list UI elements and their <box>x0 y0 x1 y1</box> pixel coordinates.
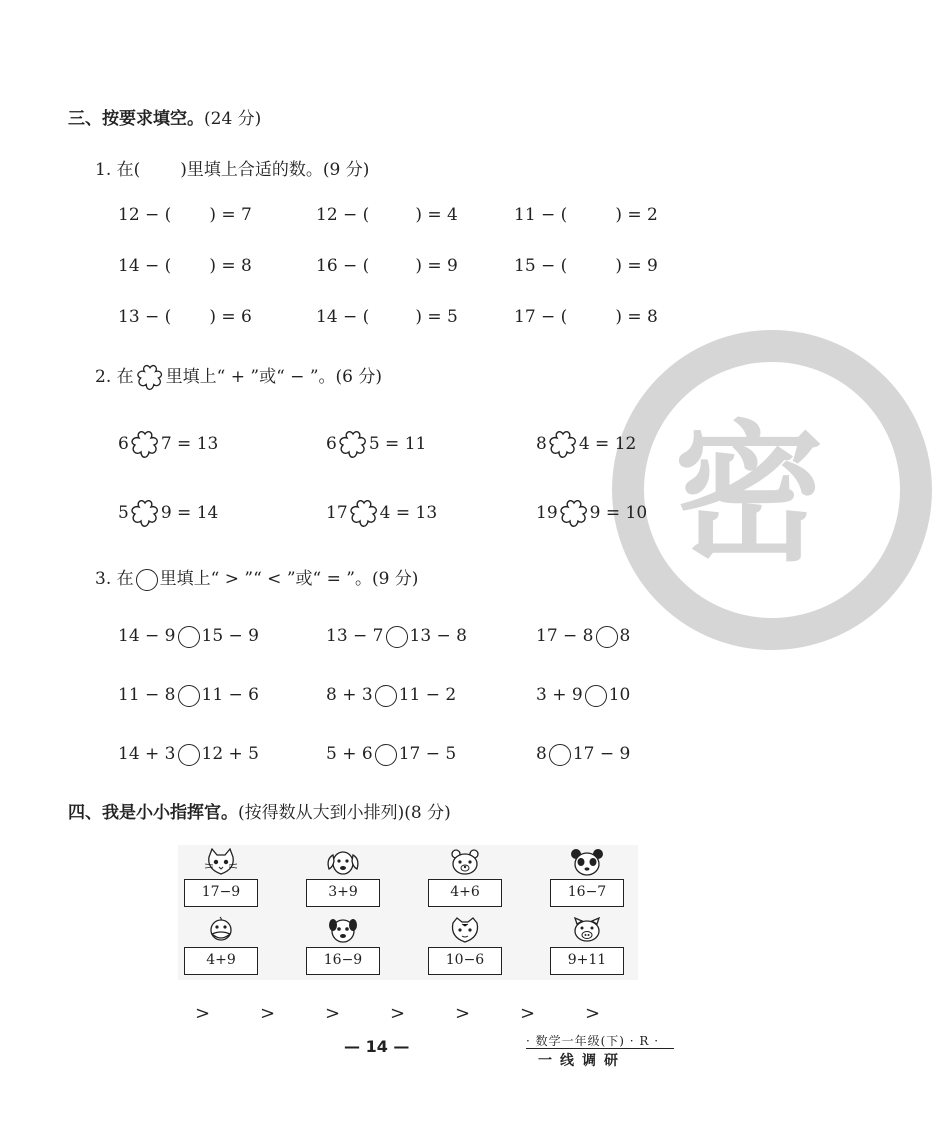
circle-blank-icon <box>136 569 158 591</box>
q1-item[interactable]: 15 − ( ) = 9 <box>514 256 658 276</box>
q1-prompt <box>95 155 369 180</box>
q1-row-3 <box>118 302 678 332</box>
greater-than-symbol: > <box>195 1003 211 1024</box>
flower-blank-icon[interactable] <box>129 499 161 529</box>
q3-number: 3. <box>95 569 112 589</box>
section4-points: (8 分) <box>404 803 451 823</box>
q3-item[interactable]: 3 + 9 10 <box>536 685 631 705</box>
q2-item[interactable]: 5 9 = 14 <box>118 498 218 528</box>
q3-prompt-a: 在 <box>116 569 134 589</box>
q1-item[interactable]: 16 − ( ) = 9 <box>316 256 458 276</box>
q2-prompt-b: 里填上“ + ”或“ − ”。 <box>165 367 336 387</box>
q3-prompt-b: 里填上“ > ”“ < ”或“ = ”。 <box>159 569 372 589</box>
q1-item[interactable]: 14 − ( ) = 8 <box>118 256 252 276</box>
q3-item[interactable]: 14 − 9 15 − 9 <box>118 626 259 646</box>
q2-item[interactable]: 19 9 = 10 <box>536 498 647 528</box>
expression-box: 16−9 <box>306 947 380 975</box>
section3-points: (24 分) <box>204 109 262 129</box>
q2-row-1 <box>118 429 678 459</box>
q2-item[interactable]: 6 7 = 13 <box>118 429 218 459</box>
flower-blank-icon[interactable] <box>337 430 369 460</box>
section3-title: 三、按要求填空。 <box>68 109 204 129</box>
circle-blank-icon[interactable] <box>585 685 607 707</box>
q3-item[interactable]: 5 + 6 17 − 5 <box>326 744 457 764</box>
q3-item[interactable]: 8 17 − 9 <box>536 744 631 764</box>
animal-cards <box>178 845 638 980</box>
bear-icon <box>448 847 482 877</box>
q1-item[interactable]: 12 − ( ) = 4 <box>316 205 458 225</box>
circle-blank-icon[interactable] <box>596 626 618 648</box>
q1-prompt-a: 在( <box>116 160 141 180</box>
expression-box: 3+9 <box>306 879 380 907</box>
animal-card <box>550 915 624 977</box>
q3-item[interactable]: 8 + 3 11 − 2 <box>326 685 457 705</box>
greater-than-symbol: > <box>455 1003 471 1024</box>
q2-item[interactable]: 6 5 = 11 <box>326 429 426 459</box>
animal-card <box>428 847 502 909</box>
q1-row-2 <box>118 251 678 281</box>
flower-blank-icon[interactable] <box>558 499 590 529</box>
circle-blank-icon[interactable] <box>386 626 408 648</box>
greater-than-symbol: > <box>585 1003 601 1024</box>
q3-row-1 <box>118 621 678 651</box>
pig-icon <box>570 915 604 945</box>
q2-prompt <box>95 362 382 392</box>
q1-item[interactable]: 14 − ( ) = 5 <box>316 307 458 327</box>
flower-blank-icon <box>135 364 165 392</box>
q3-row-3 <box>118 739 678 769</box>
flower-blank-icon[interactable] <box>348 499 380 529</box>
q2-item[interactable]: 17 4 = 13 <box>326 498 437 528</box>
q1-item[interactable]: 12 − ( ) = 7 <box>118 205 252 225</box>
q3-item[interactable]: 11 − 8 11 − 6 <box>118 685 259 705</box>
q2-number: 2. <box>95 367 112 387</box>
animal-card <box>184 915 258 977</box>
duck-icon <box>204 915 238 945</box>
puppy-icon <box>326 915 360 945</box>
expression-box: 4+9 <box>184 947 258 975</box>
circle-blank-icon[interactable] <box>375 685 397 707</box>
q1-prompt-b: )里填上合适的数。 <box>180 160 323 180</box>
animal-card <box>550 847 624 909</box>
q2-points: (6 分) <box>335 367 382 387</box>
circle-blank-icon[interactable] <box>178 685 200 707</box>
greater-than-symbol: > <box>260 1003 276 1024</box>
greater-than-symbol: > <box>390 1003 406 1024</box>
q3-points: (9 分) <box>371 569 419 589</box>
animal-card <box>184 847 258 909</box>
expression-box: 17−9 <box>184 879 258 907</box>
circle-blank-icon[interactable] <box>375 744 397 766</box>
circle-blank-icon[interactable] <box>178 626 200 648</box>
q2-prompt-a: 在 <box>116 367 134 387</box>
page-number: — 14 — <box>344 1037 410 1056</box>
q2-item[interactable]: 8 4 = 12 <box>536 429 636 459</box>
flower-blank-icon[interactable] <box>129 430 161 460</box>
animal-card <box>306 847 380 909</box>
q3-prompt <box>95 564 418 591</box>
footer-divider <box>526 1048 674 1049</box>
series-name: 一线调研 <box>538 1053 626 1069</box>
animal-card <box>306 915 380 977</box>
flower-blank-icon[interactable] <box>547 430 579 460</box>
greater-than-symbol: > <box>520 1003 536 1024</box>
watermark-seal <box>612 330 932 650</box>
section4-heading <box>68 798 451 823</box>
q1-number: 1. <box>95 160 112 180</box>
dog-icon <box>326 847 360 877</box>
greater-than-symbol: > <box>325 1003 341 1024</box>
book-title: · 数学一年级(下) · R · <box>526 1034 660 1048</box>
order-answer-line[interactable] <box>190 1003 610 1027</box>
q3-item[interactable]: 14 + 3 12 + 5 <box>118 744 259 764</box>
q3-item[interactable]: 17 − 8 8 <box>536 626 631 646</box>
panda-icon <box>570 847 604 877</box>
tiger-icon <box>448 915 482 945</box>
q1-item[interactable]: 13 − ( ) = 6 <box>118 307 252 327</box>
section4-note: (按得数从大到小排列) <box>238 803 405 823</box>
q1-item[interactable]: 17 − ( ) = 8 <box>514 307 658 327</box>
expression-box: 4+6 <box>428 879 502 907</box>
q1-item[interactable]: 11 − ( ) = 2 <box>514 205 658 225</box>
q1-points: (9 分) <box>322 160 370 180</box>
section3-heading <box>68 104 261 129</box>
circle-blank-icon[interactable] <box>549 744 571 766</box>
section4-title: 四、我是小小指挥官。 <box>68 803 238 823</box>
expression-box: 10−6 <box>428 947 502 975</box>
q2-row-2 <box>118 498 678 528</box>
expression-box: 16−7 <box>550 879 624 907</box>
q3-item[interactable]: 13 − 7 13 − 8 <box>326 626 467 646</box>
watermark-char: 密 <box>674 408 825 582</box>
animal-card <box>428 915 502 977</box>
q3-row-2 <box>118 680 678 710</box>
circle-blank-icon[interactable] <box>178 744 200 766</box>
expression-box: 9+11 <box>550 947 624 975</box>
q1-row-1 <box>118 200 678 230</box>
cat-icon <box>204 847 238 877</box>
